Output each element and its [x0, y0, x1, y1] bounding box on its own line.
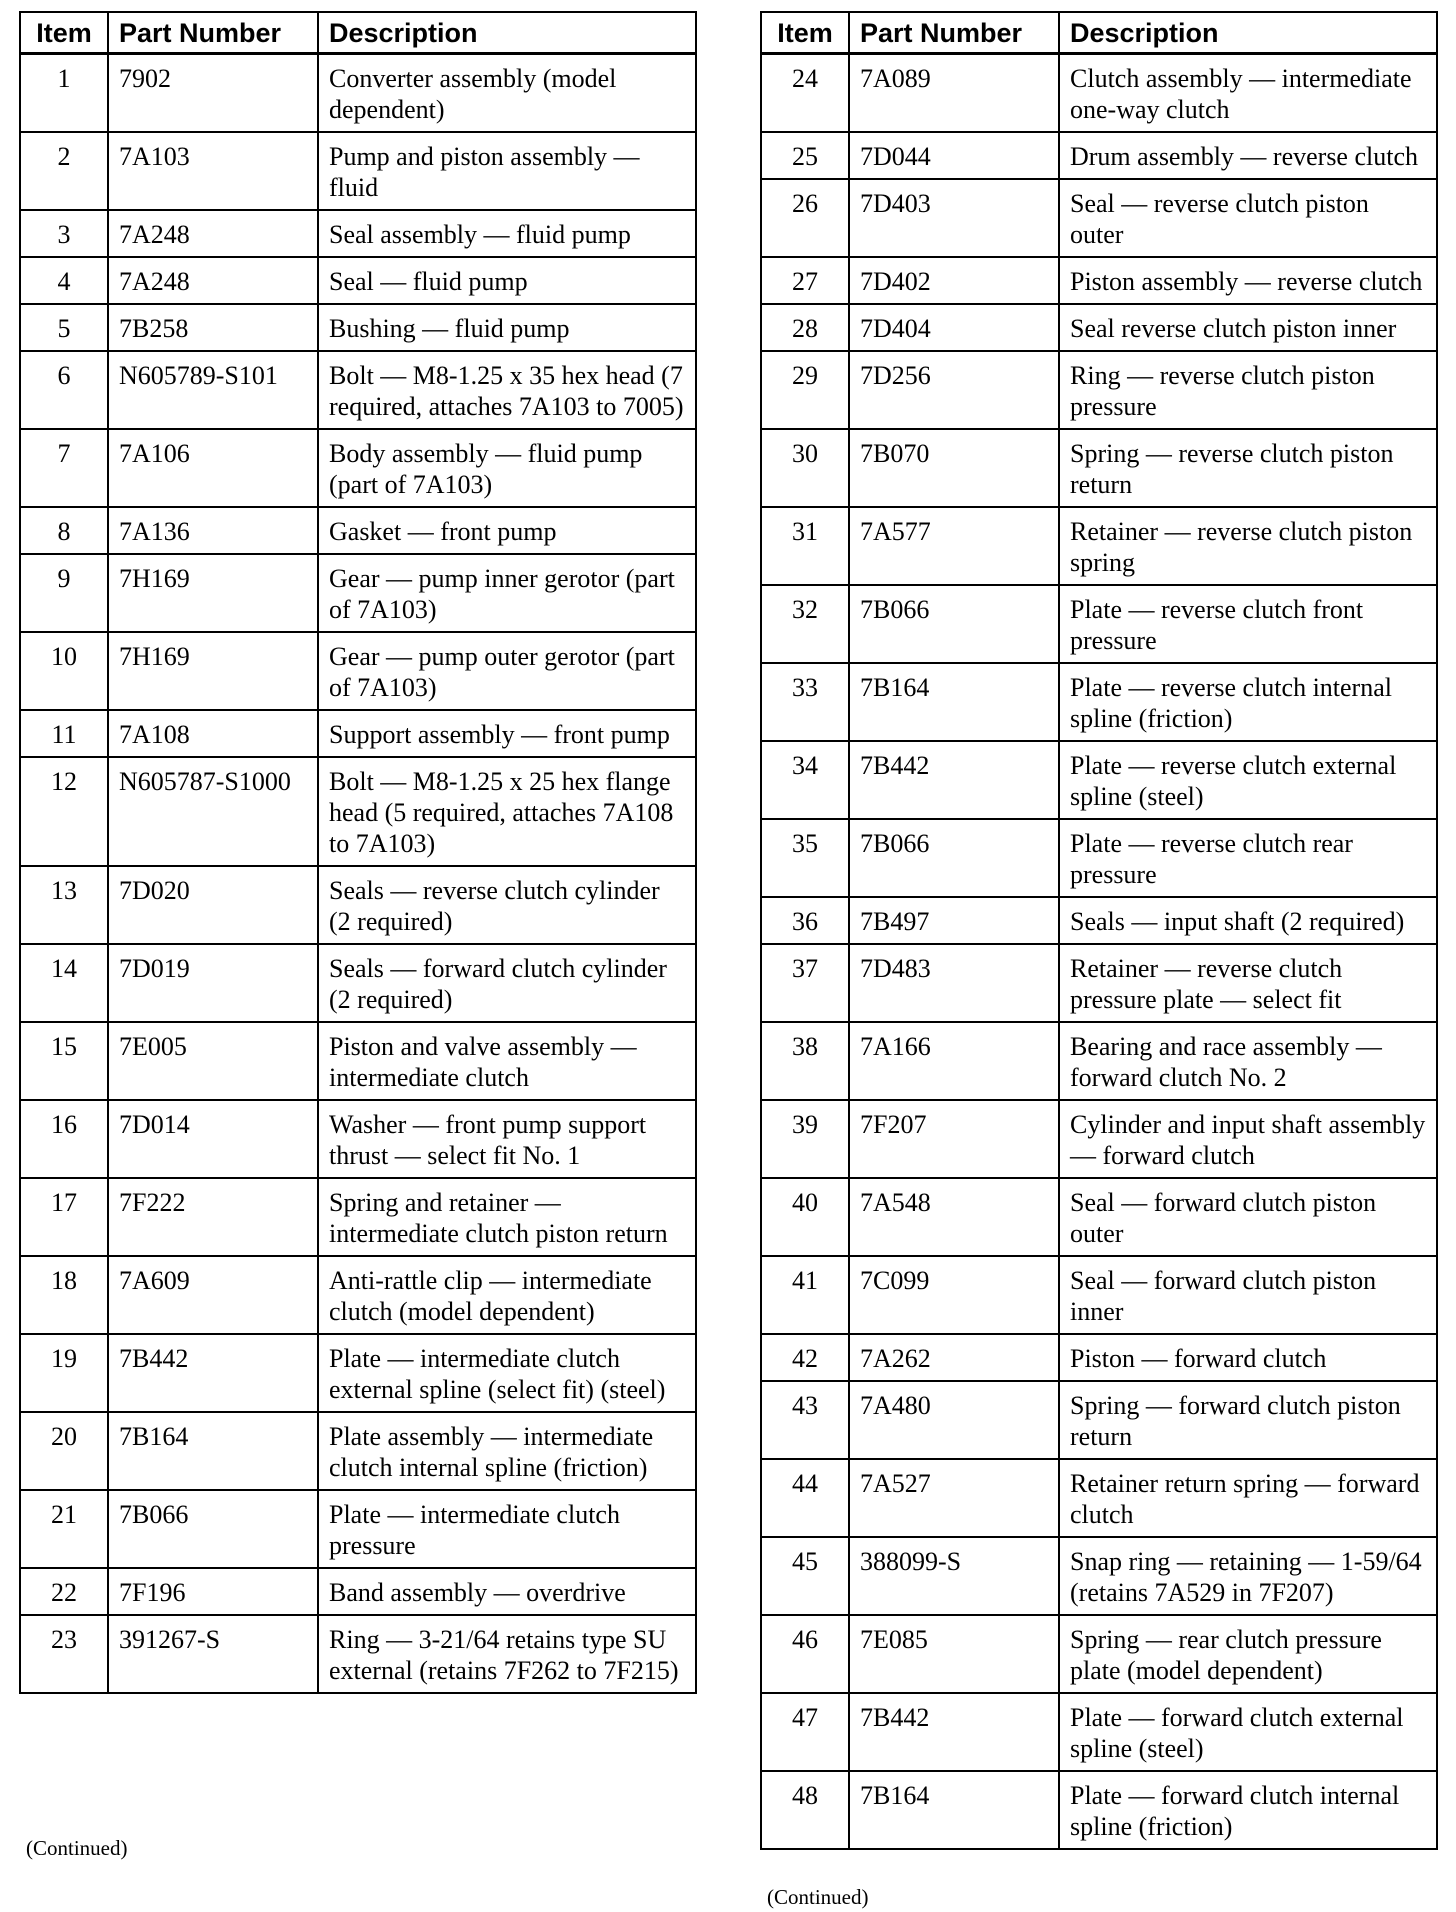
description-cell: Ring — reverse clutch piston pressure [1059, 351, 1437, 429]
part-number-cell: 7D403 [849, 179, 1059, 257]
item-cell: 28 [761, 304, 849, 351]
description-cell: Gear — pump inner gerotor (part of 7A103) [318, 554, 696, 632]
part-number-cell: 7B442 [849, 741, 1059, 819]
part-number-cell: 7D014 [108, 1100, 318, 1178]
description-cell: Bolt — M8-1.25 x 35 hex head (7 required, attaches 7A103 to 7005) [318, 351, 696, 429]
part-number-cell: 7H169 [108, 632, 318, 710]
table-row [20, 1412, 696, 1490]
description-cell: Gear — pump outer gerotor (part of 7A103) [318, 632, 696, 710]
table-row [761, 179, 1437, 257]
part-number-cell: 7D402 [849, 257, 1059, 304]
item-cell: 40 [761, 1178, 849, 1256]
table-row [761, 1537, 1437, 1615]
description-cell: Band assembly — overdrive [318, 1568, 696, 1615]
part-number-cell: 7A248 [108, 257, 318, 304]
item-cell: 13 [20, 866, 108, 944]
item-cell: 20 [20, 1412, 108, 1490]
description-cell: Bearing and race assembly — forward clutch No. 2 [1059, 1022, 1437, 1100]
part-number-cell: 7A527 [849, 1459, 1059, 1537]
part-number-cell: 7A262 [849, 1334, 1059, 1381]
item-cell: 22 [20, 1568, 108, 1615]
part-number-cell: 7D020 [108, 866, 318, 944]
description-cell: Piston assembly — reverse clutch [1059, 257, 1437, 304]
table-row [20, 1568, 696, 1615]
description-cell: Plate — intermediate clutch external spline (select fit) (steel) [318, 1334, 696, 1412]
item-cell: 32 [761, 585, 849, 663]
part-number-cell: 7A106 [108, 429, 318, 507]
part-number-cell: 7B066 [108, 1490, 318, 1568]
part-number-cell: 7B066 [849, 585, 1059, 663]
description-cell: Retainer — reverse clutch piston spring [1059, 507, 1437, 585]
item-cell: 43 [761, 1381, 849, 1459]
item-cell: 33 [761, 663, 849, 741]
part-number-cell: N605789-S101 [108, 351, 318, 429]
item-cell: 24 [761, 54, 849, 133]
column-header-part-number: Part Number [108, 12, 318, 54]
description-cell: Gasket — front pump [318, 507, 696, 554]
continued-note-left: (Continued) [26, 1836, 128, 1860]
description-cell: Clutch assembly — intermediate one-way clutch [1059, 54, 1437, 133]
part-number-cell: 7B066 [849, 819, 1059, 897]
item-cell: 35 [761, 819, 849, 897]
table-row [761, 1693, 1437, 1771]
table-row [761, 663, 1437, 741]
item-cell: 6 [20, 351, 108, 429]
description-cell: Seal assembly — fluid pump [318, 210, 696, 257]
parts-table-left-body [20, 54, 696, 1694]
description-cell: Cylinder and input shaft assembly — forward clutch [1059, 1100, 1437, 1178]
column-header-description: Description [1059, 12, 1437, 54]
item-cell: 1 [20, 54, 108, 133]
part-number-cell: 7A480 [849, 1381, 1059, 1459]
table-row [20, 210, 696, 257]
parts-table-left [19, 11, 697, 1694]
item-cell: 34 [761, 741, 849, 819]
description-cell: Plate — reverse clutch rear pressure [1059, 819, 1437, 897]
table-row [20, 1256, 696, 1334]
table-row [761, 304, 1437, 351]
description-cell: Seals — reverse clutch cylinder (2 required) [318, 866, 696, 944]
description-cell: Piston and valve assembly — intermediate clutch [318, 1022, 696, 1100]
table-row [761, 1381, 1437, 1459]
table-row [761, 944, 1437, 1022]
part-number-cell: 7D019 [108, 944, 318, 1022]
description-cell: Snap ring — retaining — 1-59/64 (retains 7A529 in 7F207) [1059, 1537, 1437, 1615]
parts-table-right [760, 11, 1438, 1850]
column-header-part-number: Part Number [849, 12, 1059, 54]
part-number-cell: 7B497 [849, 897, 1059, 944]
table-row [20, 866, 696, 944]
item-cell: 48 [761, 1771, 849, 1849]
description-cell: Plate — reverse clutch external spline (steel) [1059, 741, 1437, 819]
table-row [761, 1771, 1437, 1849]
table-row [761, 1256, 1437, 1334]
table-row [761, 54, 1437, 133]
table-row [761, 741, 1437, 819]
part-number-cell: 7A089 [849, 54, 1059, 133]
description-cell: Seal — forward clutch piston inner [1059, 1256, 1437, 1334]
item-cell: 9 [20, 554, 108, 632]
description-cell: Spring — forward clutch piston return [1059, 1381, 1437, 1459]
part-number-cell: 7B070 [849, 429, 1059, 507]
item-cell: 30 [761, 429, 849, 507]
table-row [20, 944, 696, 1022]
item-cell: 36 [761, 897, 849, 944]
item-cell: 29 [761, 351, 849, 429]
table-row [761, 429, 1437, 507]
item-cell: 38 [761, 1022, 849, 1100]
continued-note-right: (Continued) [767, 1885, 869, 1909]
description-cell: Seal — forward clutch piston outer [1059, 1178, 1437, 1256]
description-cell: Bushing — fluid pump [318, 304, 696, 351]
table-header-row [20, 12, 696, 54]
part-number-cell: 7A248 [108, 210, 318, 257]
part-number-cell: 7F207 [849, 1100, 1059, 1178]
table-row [20, 757, 696, 866]
column-header-description: Description [318, 12, 696, 54]
item-cell: 39 [761, 1100, 849, 1178]
description-cell: Piston — forward clutch [1059, 1334, 1437, 1381]
table-row [20, 507, 696, 554]
part-number-cell: 7D044 [849, 132, 1059, 179]
item-cell: 37 [761, 944, 849, 1022]
description-cell: Seals — forward clutch cylinder (2 required) [318, 944, 696, 1022]
part-number-cell: 7D483 [849, 944, 1059, 1022]
description-cell: Plate — reverse clutch internal spline (friction) [1059, 663, 1437, 741]
item-cell: 2 [20, 132, 108, 210]
table-row [20, 1100, 696, 1178]
table-row [20, 1615, 696, 1693]
item-cell: 26 [761, 179, 849, 257]
part-number-cell: 7A108 [108, 710, 318, 757]
description-cell: Retainer return spring — forward clutch [1059, 1459, 1437, 1537]
part-number-cell: 7B258 [108, 304, 318, 351]
item-cell: 46 [761, 1615, 849, 1693]
part-number-cell: 7A577 [849, 507, 1059, 585]
column-header-item: Item [761, 12, 849, 54]
part-number-cell: 7B442 [108, 1334, 318, 1412]
description-cell: Drum assembly — reverse clutch [1059, 132, 1437, 179]
table-row [761, 257, 1437, 304]
part-number-cell: 7F222 [108, 1178, 318, 1256]
part-number-cell: 7E005 [108, 1022, 318, 1100]
part-number-cell: N605787-S1000 [108, 757, 318, 866]
table-row [761, 1615, 1437, 1693]
item-cell: 11 [20, 710, 108, 757]
description-cell: Seal reverse clutch piston inner [1059, 304, 1437, 351]
part-number-cell: 7A166 [849, 1022, 1059, 1100]
description-cell: Seals — input shaft (2 required) [1059, 897, 1437, 944]
description-cell: Plate — intermediate clutch pressure [318, 1490, 696, 1568]
item-cell: 12 [20, 757, 108, 866]
table-row [761, 132, 1437, 179]
item-cell: 17 [20, 1178, 108, 1256]
description-cell: Seal — fluid pump [318, 257, 696, 304]
description-cell: Retainer — reverse clutch pressure plate — select fit [1059, 944, 1437, 1022]
table-row [761, 1178, 1437, 1256]
item-cell: 27 [761, 257, 849, 304]
part-number-cell: 7B442 [849, 1693, 1059, 1771]
table-row [761, 351, 1437, 429]
table-row [20, 1022, 696, 1100]
item-cell: 47 [761, 1693, 849, 1771]
part-number-cell: 7B164 [849, 1771, 1059, 1849]
description-cell: Spring — reverse clutch piston return [1059, 429, 1437, 507]
description-cell: Seal — reverse clutch piston outer [1059, 179, 1437, 257]
description-cell: Washer — front pump support thrust — select fit No. 1 [318, 1100, 696, 1178]
description-cell: Plate — reverse clutch front pressure [1059, 585, 1437, 663]
description-cell: Plate assembly — intermediate clutch internal spline (friction) [318, 1412, 696, 1490]
description-cell: Support assembly — front pump [318, 710, 696, 757]
part-number-cell: 7D404 [849, 304, 1059, 351]
item-cell: 19 [20, 1334, 108, 1412]
description-cell: Plate — forward clutch internal spline (friction) [1059, 1771, 1437, 1849]
table-row [20, 304, 696, 351]
item-cell: 7 [20, 429, 108, 507]
item-cell: 16 [20, 1100, 108, 1178]
table-row [761, 1022, 1437, 1100]
description-cell: Bolt — M8-1.25 x 25 hex flange head (5 required, attaches 7A108 to 7A103) [318, 757, 696, 866]
table-row [20, 351, 696, 429]
item-cell: 15 [20, 1022, 108, 1100]
item-cell: 14 [20, 944, 108, 1022]
part-number-cell: 391267-S [108, 1615, 318, 1693]
table-row [20, 257, 696, 304]
item-cell: 45 [761, 1537, 849, 1615]
description-cell: Spring — rear clutch pressure plate (model dependent) [1059, 1615, 1437, 1693]
table-row [761, 1100, 1437, 1178]
part-number-cell: 7E085 [849, 1615, 1059, 1693]
part-number-cell: 7B164 [849, 663, 1059, 741]
table-row [761, 507, 1437, 585]
table-header-row [761, 12, 1437, 54]
part-number-cell: 7A609 [108, 1256, 318, 1334]
column-header-item: Item [20, 12, 108, 54]
item-cell: 5 [20, 304, 108, 351]
part-number-cell: 7F196 [108, 1568, 318, 1615]
table-row [761, 1334, 1437, 1381]
item-cell: 4 [20, 257, 108, 304]
description-cell: Anti-rattle clip — intermediate clutch (model dependent) [318, 1256, 696, 1334]
item-cell: 3 [20, 210, 108, 257]
table-row [20, 132, 696, 210]
item-cell: 8 [20, 507, 108, 554]
table-row [20, 632, 696, 710]
table-row [20, 710, 696, 757]
item-cell: 23 [20, 1615, 108, 1693]
item-cell: 42 [761, 1334, 849, 1381]
item-cell: 18 [20, 1256, 108, 1334]
part-number-cell: 7H169 [108, 554, 318, 632]
part-number-cell: 7A103 [108, 132, 318, 210]
table-row [20, 1490, 696, 1568]
table-row [761, 585, 1437, 663]
table-row [761, 897, 1437, 944]
item-cell: 25 [761, 132, 849, 179]
part-number-cell: 7A548 [849, 1178, 1059, 1256]
table-row [20, 429, 696, 507]
description-cell: Spring and retainer — intermediate clutch piston return [318, 1178, 696, 1256]
description-cell: Body assembly — fluid pump (part of 7A103) [318, 429, 696, 507]
part-number-cell: 7D256 [849, 351, 1059, 429]
part-number-cell: 7B164 [108, 1412, 318, 1490]
item-cell: 21 [20, 1490, 108, 1568]
parts-table-right-body [761, 54, 1437, 1850]
description-cell: Ring — 3-21/64 retains type SU external (retains 7F262 to 7F215) [318, 1615, 696, 1693]
part-number-cell: 7A136 [108, 507, 318, 554]
item-cell: 10 [20, 632, 108, 710]
description-cell: Pump and piston assembly — fluid [318, 132, 696, 210]
table-row [761, 819, 1437, 897]
table-row [761, 1459, 1437, 1537]
part-number-cell: 7902 [108, 54, 318, 133]
item-cell: 41 [761, 1256, 849, 1334]
table-row [20, 1334, 696, 1412]
item-cell: 31 [761, 507, 849, 585]
description-cell: Converter assembly (model dependent) [318, 54, 696, 133]
item-cell: 44 [761, 1459, 849, 1537]
part-number-cell: 7C099 [849, 1256, 1059, 1334]
table-row [20, 554, 696, 632]
part-number-cell: 388099-S [849, 1537, 1059, 1615]
description-cell: Plate — forward clutch external spline (steel) [1059, 1693, 1437, 1771]
table-row [20, 54, 696, 133]
table-row [20, 1178, 696, 1256]
